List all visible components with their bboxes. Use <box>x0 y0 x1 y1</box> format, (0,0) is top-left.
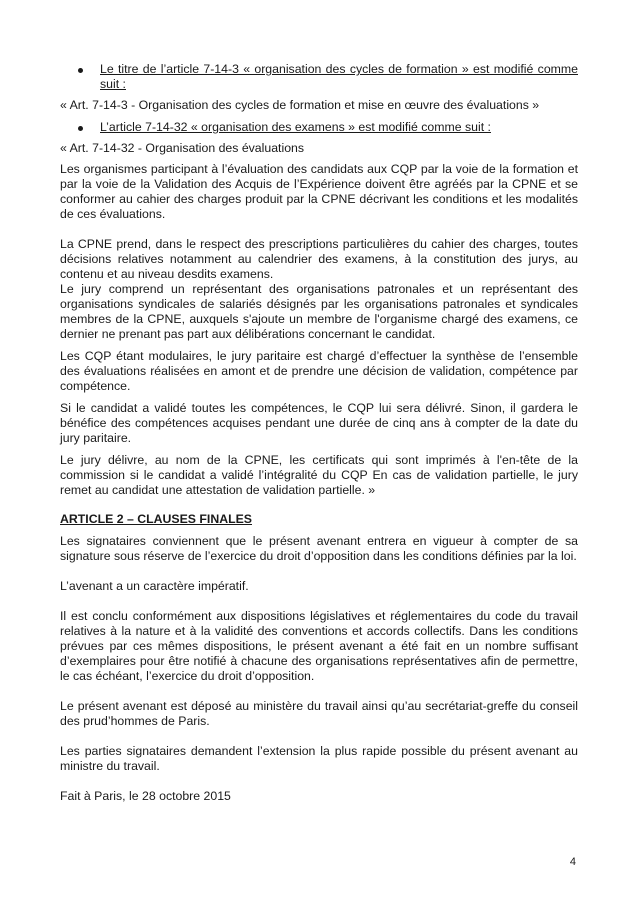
paragraph-signataires: Les signataires conviennent que le présent avenant entrera en vigueur à compter de sa signature sous réserve de l’exercice du droit d’opposition dans les conditions définies par la loi. <box>60 534 578 563</box>
bullet-text: Le titre de l’article 7-14-3 « organisation des cycles de formation » est modifié comme suit : <box>100 62 578 91</box>
bullet-text: L’article 7-14-32 « organisation des examens » est modifié comme suit : <box>100 120 491 134</box>
paragraph-organismes: Les organismes participant à l’évaluation des candidats aux CQP par la voie de la formation et par la voie de la Validation des Acquis de l’Expérience doivent être agréés par la CPNE et se conformer au cahier des charges produit par la CPNE décrivant les conditions et les modalités de ces évaluations. <box>60 162 578 221</box>
paragraph-caractere-imperatif: L’avenant a un caractère impératif. <box>60 579 249 593</box>
paragraph-extension: Les parties signataires demandent l’extension la plus rapide possible du présent avenant au ministre du travail. <box>60 744 578 773</box>
paragraph-candidat-valide: Si le candidat a validé toutes les compétences, le CQP lui sera délivré. Sinon, il gardera le bénéfice des compétences acquises pendant une durée de cinq ans à compter de la date du jury paritaire. <box>60 401 578 445</box>
paragraph-fait-a-paris: Fait à Paris, le 28 octobre 2015 <box>60 789 231 803</box>
bullet-item-article-7-14-3 <box>60 62 578 92</box>
bullet-dot-icon <box>78 126 83 131</box>
bullet-item-article-7-14-32 <box>60 120 578 135</box>
bullet-dot-icon <box>78 68 83 73</box>
paragraph-conclu-conformement: Il est conclu conformément aux dispositions législatives et réglementaires du code du travail relatives à la nature et à la validité des conventions et accords collectifs. Dans les conditions prévues par ces mêmes dispositions, le présent avenant a été fait en un nombre suffisant d’exemplaires pour être notifié à chacune des organisations représentatives afin de permettre, le cas échéant, l’exercice du droit d’opposition. <box>60 609 578 683</box>
paragraph-jury-delivre: Le jury délivre, au nom de la CPNE, les certificats qui sont imprimés à l'en-tête de la commission si le candidat a validé l’intégralité du CQP En cas de validation partielle, le jury remet au candidat une attestation de validation partielle. » <box>60 453 578 497</box>
article-7-14-3-title: « Art. 7-14-3 - Organisation des cycles de formation et mise en œuvre des évaluations » <box>60 98 540 112</box>
paragraph-cqp-modulaires: Les CQP étant modulaires, le jury paritaire est chargé d’effectuer la synthèse de l’ensemble des évaluations réalisées en amont et de prendre une décision de validation, compétence par compétence. <box>60 349 578 393</box>
page-number: 4 <box>569 856 576 868</box>
paragraph-cpne-prend: La CPNE prend, dans le respect des prescriptions particulières du cahier des charges, toutes décisions relatives notamment au calendrier des examens, à la constitution des jurys, au contenu et au niveau desdits examens. <box>60 237 578 281</box>
article-2-heading: ARTICLE 2 – CLAUSES FINALES <box>60 512 252 526</box>
paragraph-depose-ministere: Le présent avenant est déposé au ministère du travail ainsi qu’au secrétariat-greffe du conseil des prud’hommes de Paris. <box>60 699 578 728</box>
paragraph-jury-comprend: Le jury comprend un représentant des organisations patronales et un représentant des organisations syndicales de salariés désignés par les organisations patronales et syndicales membres de la CPNE, auxquels s'ajoute un membre de l'organisme chargé des examens, ce dernier ne prenant pas part aux délibérations concernant le candidat. <box>60 282 578 341</box>
article-7-14-32-title: « Art. 7-14-32 - Organisation des évaluations <box>60 141 305 155</box>
